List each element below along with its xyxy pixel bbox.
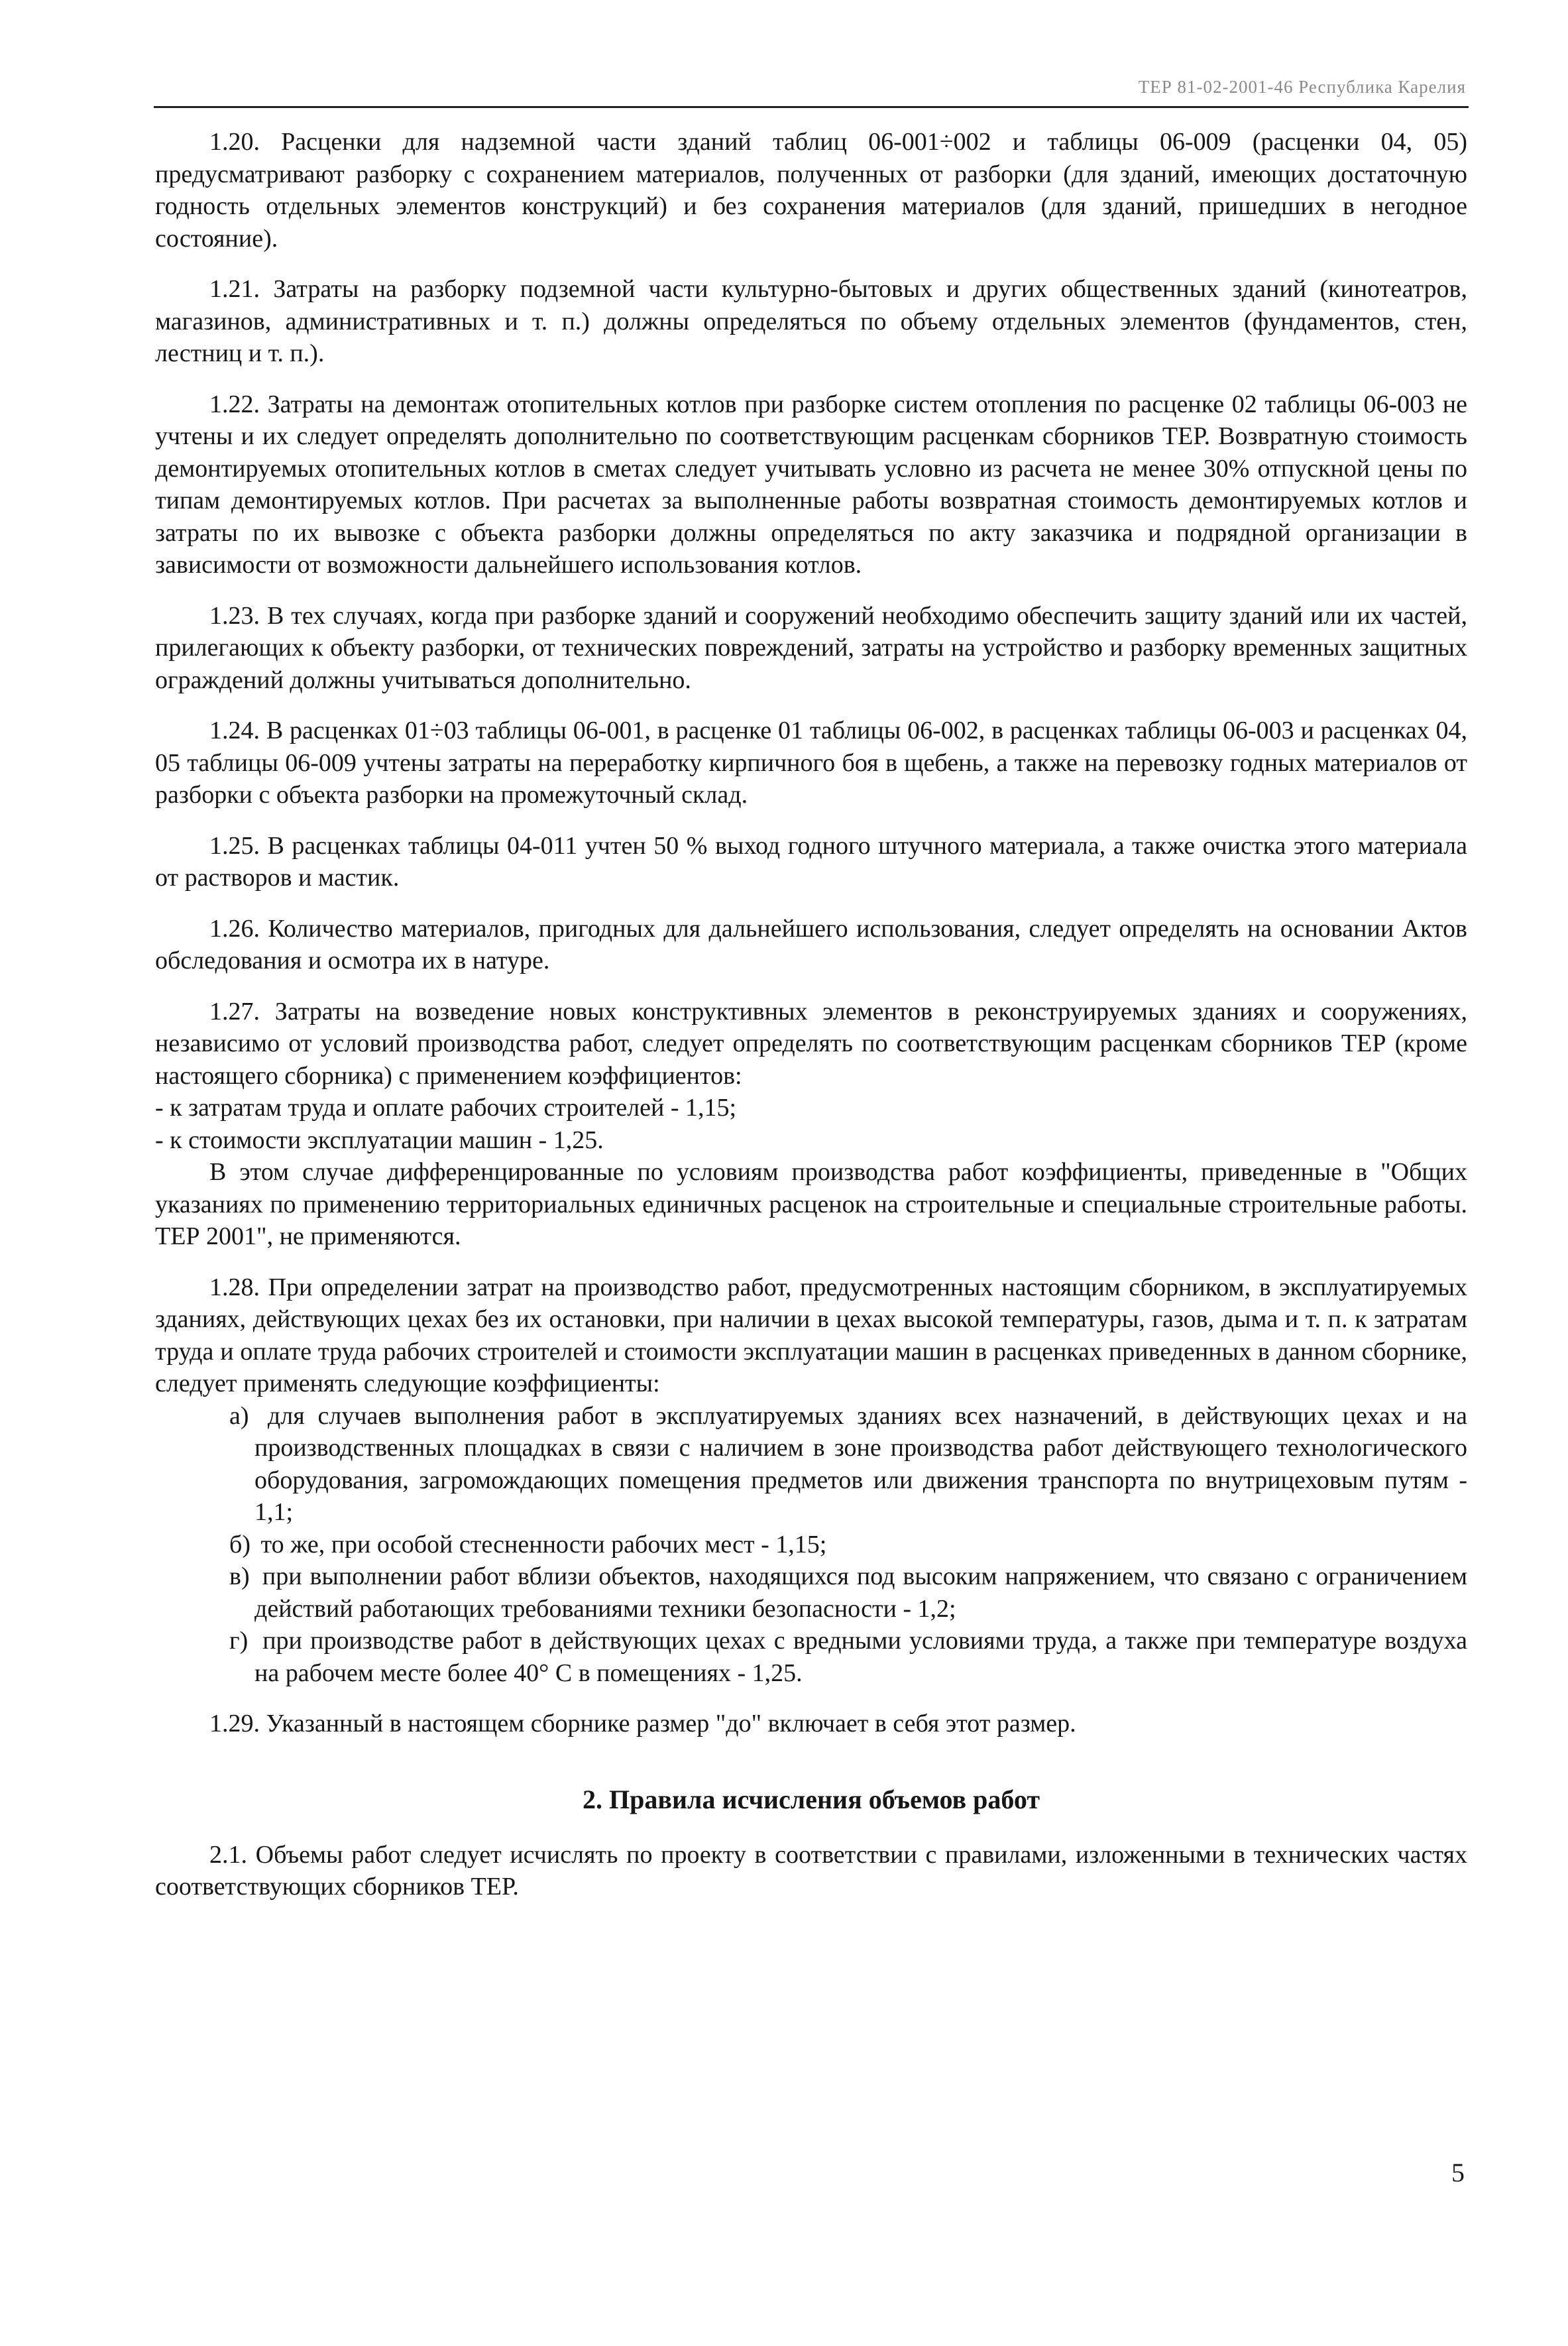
list-item-text: для случаев выполнения работ в эксплуатируемых зданиях всех назначений, в действующих цехах и на производственных площадках в связи с наличием в зоне производства работ действующего технологического оборудования, загромождающих помещения предметов или движения транспорта по внутрицеховым путям - 1,1; [254,1401,1467,1526]
list-marker: в) [229,1562,250,1590]
running-header: ТЕР 81-02-2001-46 Республика Карелия [1138,77,1466,97]
page-number: 5 [1451,2158,1465,2188]
paragraph-1-28: 1.28. При определении затрат на производство работ, предусмотренных настоящим сборником, в эксплуатируемых зданиях, действующих цехах без их остановки, при наличии в цехах высокой температуры, газов, дыма и т. п. к затратам труда и оплате труда рабочих строителей и стоимости эксплуатации машин в расценках приведенных в данном сборнике, следует применять следующие коэффициенты: [155,1273,1467,1397]
paragraph-1-20: 1.20. Расценки для надземной части зданий таблиц 06-001÷002 и таблицы 06-009 (расценки 04, 05) предусматривают разборку с сохранением материалов, полученных от разборки (для зданий, имеющих достаточную годность отдельных элементов конструкций) и без сохранения материалов (для зданий, пришедших в негодное состояние). [155,128,1467,253]
list-marker: г) [229,1627,249,1655]
document-body [155,126,1467,1922]
paragraph-1-21: 1.21. Затраты на разборку подземной части культурно-бытовых и других общественных зданий (кинотеатров, магазинов, административных и т. п.) должны определяться по объему отдельных элементов (фундаментов, стен, лестниц и т. п.). [155,275,1467,367]
list-item [155,1560,1467,1625]
paragraph-1-27-note: В этом случае дифференцированные по условиям производства работ коэффициенты, приведенные в "Общих указаниях по применению территориальных единичных расценок на строительные и специальные строительные работы. ТЕР 2001", не применяются. [155,1158,1467,1250]
paragraph-1-24: 1.24. В расценках 01÷03 таблицы 06-001, в расценке 01 таблицы 06-002, в расценках таблицы 06-003 и расценках 04, 05 таблицы 06-009 учтены затраты на переработку кирпичного боя в щебень, а также на перевозку годных материалов от разборки с объекта разборки на промежуточный склад. [155,717,1467,809]
paragraph-1-29: 1.29. Указанный в настоящем сборнике размер "до" включает в себя этот размер. [209,1710,1076,1737]
list-item [155,1625,1467,1689]
coefficient-line-machines: - к стоимости эксплуатации машин - 1,25. [155,1126,604,1154]
list-item-text: то же, при особой стесненности рабочих мест - 1,15; [260,1530,827,1558]
section-title: 2. Правила исчисления объемов работ [583,1784,1040,1814]
paragraph-1-23: 1.23. В тех случаях, когда при разборке зданий и сооружений необходимо обеспечить защиту зданий или их частей, прилегающих к объекту разборки, от технических повреждений, затраты на устройство и разборку временных защитных ограждений должны учитываться дополнительно. [155,601,1467,694]
paragraph-1-26: 1.26. Количество материалов, пригодных для дальнейшего использования, следует определять на основании Актов обследования и осмотра их в натуре. [155,914,1467,974]
header-rule [154,106,1469,108]
list-item [155,1529,1467,1561]
list-marker: б) [229,1530,251,1558]
coefficient-list [155,1400,1467,1690]
list-item-text: при производстве работ в действующих цехах с вредными условиями труда, а также при температуре воздуха на рабочем месте более 40° С в помещениях - 1,25. [254,1627,1467,1687]
coefficient-line-labor: - к затратам труда и оплате рабочих строителей - 1,15; [155,1094,737,1122]
list-item [155,1400,1467,1529]
paragraph-1-25: 1.25. В расценках таблицы 04-011 учтен 50 % выход годного штучного материала, а также очистка этого материала от растворов и мастик. [155,831,1467,892]
list-marker: а) [229,1401,249,1430]
paragraph-1-22: 1.22. Затраты на демонтаж отопительных котлов при разборке систем отопления по расценке 02 таблицы 06-003 не учтены и их следует определять дополнительно по соответствующим расценкам сборников ТЕР. Возвратную стоимость демонтируемых отопительных котлов в сметах следует учитывать условно из расчета не менее 30% отпускной цены по типам демонтируемых котлов. При расчетах за выполненные работы возвратная стоимость демонтируемых котлов и затраты по их вывозке с объекта разборки должны определяться по акту заказчика и подрядной организации в зависимости от возможности дальнейшего использования котлов. [155,390,1467,579]
paragraph-1-27: 1.27. Затраты на возведение новых конструктивных элементов в реконструируемых зданиях и сооружениях, независимо от условий производства работ, следует определять по соответствующим расценкам сборников ТЕР (кроме настоящего сборника) с применением коэффициентов: [155,997,1467,1090]
paragraph-2-1: 2.1. Объемы работ следует исчислять по проекту в соответствии с правилами, изложенными в технических частях соответствующих сборников ТЕР. [155,1840,1467,1901]
list-item-text: при выполнении работ вблизи объектов, находящихся под высоким напряжением, что связано с ограничением действий работающих требованиями техники безопасности - 1,2; [254,1562,1467,1623]
